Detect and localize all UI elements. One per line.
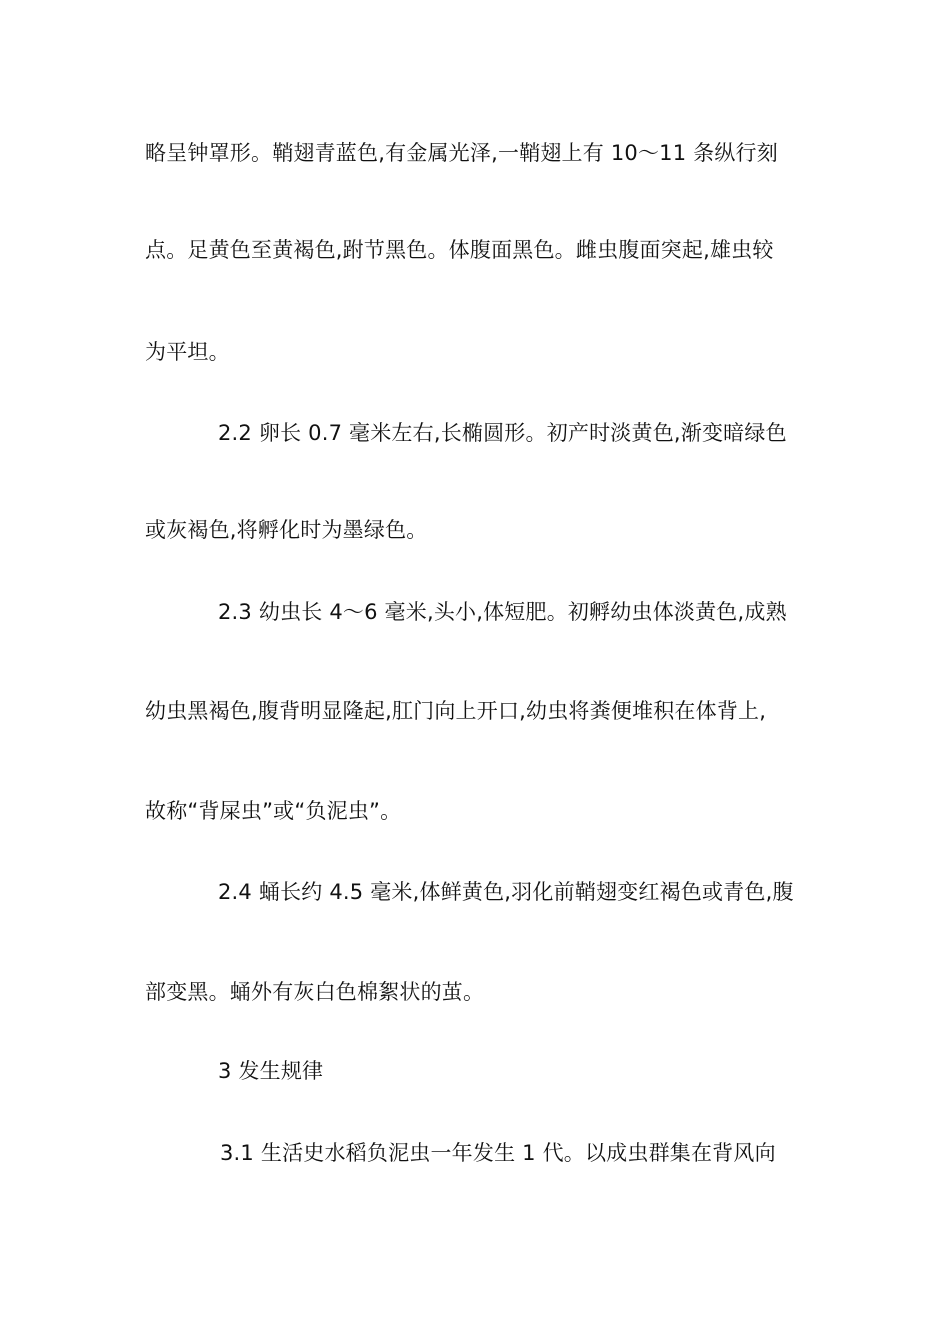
paragraph-2-3: 2.3 幼虫长 4～6 毫米,头小,体短肥。初孵幼虫体淡黄色,成熟 [218, 600, 787, 624]
paragraph-3-1: 3.1 生活史水稻负泥虫一年发生 1 代。以成虫群集在背风向 [220, 1141, 776, 1165]
text-line: 部变黑。蛹外有灰白色棉絮状的茧。 [145, 980, 485, 1004]
text-line: 或灰褐色,将孵化时为墨绿色。 [145, 518, 428, 542]
paragraph-2-4: 2.4 蛹长约 4.5 毫米,体鲜黄色,羽化前鞘翅变红褐色或青色,腹 [218, 880, 794, 904]
text-line: 幼虫黑褐色,腹背明显隆起,肛门向上开口,幼虫将粪便堆积在体背上, [145, 699, 767, 723]
section-heading: 3 发生规律 [218, 1059, 324, 1083]
text-line: 略呈钟罩形。鞘翅青蓝色,有金属光泽,一鞘翅上有 10～11 条纵行刻 [145, 141, 778, 165]
paragraph-2-2: 2.2 卵长 0.7 毫米左右,长椭圆形。初产时淡黄色,渐变暗绿色 [218, 421, 787, 445]
text-line: 点。足黄色至黄褐色,跗节黑色。体腹面黑色。雌虫腹面突起,雄虫较 [145, 238, 774, 262]
text-line: 为平坦。 [145, 340, 230, 364]
text-line: 故称“背屎虫”或“负泥虫”。 [145, 799, 402, 823]
